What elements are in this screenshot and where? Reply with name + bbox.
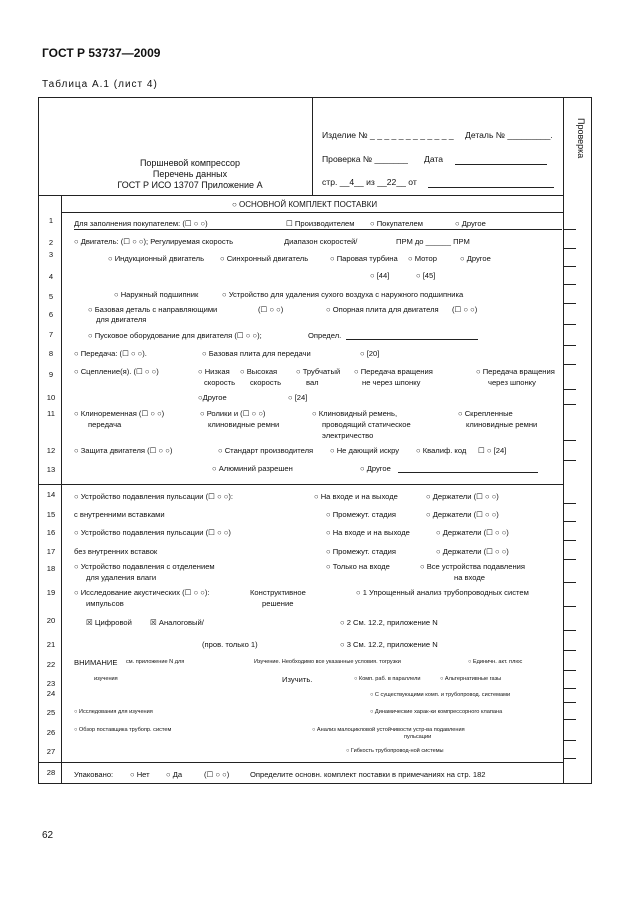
detail-number-field[interactable]: Деталь № _________.: [465, 130, 553, 140]
row2-rpm[interactable]: ПРМ до ______ ПРМ: [396, 237, 470, 246]
row28-yes[interactable]: ○ Да: [166, 770, 183, 779]
item-number-field[interactable]: Изделие № _ _ _ _ _ _ _ _ _ _ _ _: [322, 130, 454, 140]
row2-motor[interactable]: ○ Двигатель: (☐ ○ ○); Регулируемая скорость: [74, 237, 234, 246]
check-tick: [564, 248, 576, 249]
check-tick: [564, 503, 576, 504]
row17-holders[interactable]: ○ Держатели (☐ ○ ○): [436, 547, 509, 556]
row-number: 9: [48, 370, 54, 379]
check-number-field[interactable]: Проверка № _______: [322, 154, 408, 164]
check-tick: [564, 719, 576, 720]
table-caption: Таблица А.1 (лист 4): [42, 79, 158, 90]
row9-no-key-cont: не через шпонку: [362, 378, 421, 387]
row4-ref-45[interactable]: ○ [45]: [416, 271, 436, 280]
check-column-label: Проверка: [576, 118, 586, 159]
row3-induction[interactable]: ○ Индукционный двигатель: [108, 254, 205, 263]
row10-other[interactable]: ○Другое: [198, 393, 227, 402]
row8-base-plate[interactable]: ○ Базовая плита для передачи: [202, 349, 311, 358]
check-tick: [564, 650, 576, 651]
row17-no-inner-inserts: без внутренних вставок: [74, 547, 158, 556]
row-number: 10: [46, 393, 56, 402]
row28-no[interactable]: ○ Нет: [130, 770, 150, 779]
row12-ref-24[interactable]: ☐ ○ [24]: [478, 446, 507, 455]
row4-ref-44[interactable]: ○ [44]: [370, 271, 390, 280]
row11-banded-belts-cont: клиновидные ремни: [466, 420, 538, 429]
row-number: 22: [46, 660, 56, 669]
row21-check-one: (пров. только 1): [202, 640, 258, 649]
row27-flexibility[interactable]: ○ Гибкость трубопровод-ной системы: [346, 748, 444, 754]
row18-separator-device-cont: для удаления влаги: [86, 573, 157, 582]
row11-static-belt-cont: проводящий статическое: [322, 420, 411, 429]
check-tick: [564, 559, 576, 560]
row16-inlet-outlet[interactable]: ○ На входе и на выходе: [326, 528, 410, 537]
row-number: 14: [46, 490, 56, 499]
check-tick: [564, 229, 576, 230]
title-line-1: Поршневой компрессор: [139, 158, 241, 168]
row1-buyer[interactable]: ○ Покупателем: [370, 219, 423, 228]
row1-other[interactable]: ○ Другое: [455, 219, 486, 228]
row5-outer-bearing[interactable]: ○ Наружный подшипник: [114, 290, 199, 299]
row3-synchronous[interactable]: ○ Синхронный двигатель: [220, 254, 309, 263]
date-label: Дата: [424, 154, 444, 164]
row9-tube-shaft[interactable]: ○ Трубчатый: [296, 367, 341, 376]
row3-other[interactable]: ○ Другое: [460, 254, 491, 263]
row14-holders[interactable]: ○ Держатели (☐ ○ ○): [426, 492, 499, 501]
check-tick: [564, 582, 576, 583]
row1-manufacturer[interactable]: ☐ Производителем: [286, 219, 355, 228]
row13-other-line[interactable]: [398, 472, 538, 473]
check-tick: [564, 670, 576, 671]
check-tick: [564, 460, 576, 461]
row9-low-cont: скорость: [204, 378, 236, 387]
row26-low-cycle-analysis-cont: пульсации: [404, 734, 432, 740]
row-number: 15: [46, 510, 56, 519]
row-number: 8: [48, 349, 54, 358]
row15-holders[interactable]: ○ Держатели (☐ ○ ○): [426, 510, 499, 519]
row25-valve-dynamics[interactable]: ○ Динамические харак-ки компрессорного клапана: [370, 709, 503, 715]
row6-mounting-plate[interactable]: ○ Опорная плита для двигателя: [326, 305, 439, 314]
row11-v-belt-drive-cont: передача: [88, 420, 122, 429]
row23-parallel[interactable]: ○ Комп. раб. в параллели: [354, 676, 421, 682]
row12-manufacturer-standard[interactable]: ○ Стандарт производителя: [218, 446, 314, 455]
row9-low[interactable]: ○ Низкая: [198, 367, 230, 376]
check-tick: [564, 758, 576, 759]
row14-pulsation-device[interactable]: ○ Устройство подавления пульсации (☐ ○ ○):: [74, 492, 233, 501]
row22-attention: ВНИМАНИЕ: [74, 658, 118, 667]
row-number: 13: [46, 465, 56, 474]
row19-acoustic-study-cont: импульсов: [86, 599, 124, 608]
check-tick: [564, 284, 576, 285]
row-number: 6: [48, 310, 54, 319]
row-number: 27: [46, 747, 56, 756]
row19-acoustic-study[interactable]: ○ Исследование акустических (☐ ○ ○):: [74, 588, 210, 597]
row11-static-belt-cont2: электричество: [322, 431, 374, 440]
row11-pulleys-cont: клиновидные ремни: [208, 420, 280, 429]
row-number: 25: [46, 708, 56, 717]
row12-qualification-code[interactable]: ○ Квалиф. код: [416, 446, 467, 455]
row2-speed-range: Диапазон скоростей/: [284, 237, 358, 246]
row19-design-solution-cont: решение: [262, 599, 294, 608]
row10-ref-24[interactable]: ○ [24]: [288, 393, 308, 402]
row28-options[interactable]: (☐ ○ ○): [204, 770, 230, 779]
row23-alternative-gases[interactable]: ○ Альтернативные газы: [440, 676, 502, 682]
row17-intermediate-stage[interactable]: ○ Промежут. стадия: [326, 547, 396, 556]
check-tick: [564, 364, 576, 365]
check-tick: [564, 540, 576, 541]
row9-coupling[interactable]: ○ Сцепление(я). (☐ ○ ○): [74, 367, 159, 376]
date-line[interactable]: [455, 164, 547, 165]
row15-intermediate-stage[interactable]: ○ Промежут. стадия: [326, 510, 396, 519]
row23-for-study: изучения: [94, 676, 118, 682]
row3-engine[interactable]: ○ Мотор: [408, 254, 438, 263]
row11-static-belt[interactable]: ○ Клиновидный ремень,: [312, 409, 398, 418]
row14-inlet-outlet[interactable]: ○ На входе и на выходе: [314, 492, 398, 501]
check-tick: [564, 324, 576, 325]
divider-group-2: [38, 762, 564, 763]
page-field[interactable]: стр. __4__ из __22__ от: [322, 177, 417, 187]
row20-option-2[interactable]: ○ 2 См. 12.2, приложение N: [340, 618, 438, 627]
row16-holders[interactable]: ○ Держатели (☐ ○ ○): [436, 528, 509, 537]
check-tick: [564, 606, 576, 607]
row8-transmission[interactable]: ○ Передача: (☐ ○ ○).: [74, 349, 147, 358]
row12-non-sparking[interactable]: ○ Не дающий искру: [330, 446, 399, 455]
row6-base-part[interactable]: ○ Базовая деталь с направляющими: [88, 305, 218, 314]
divider-group-1: [38, 484, 564, 485]
document-header: ГОСТ Р 53737—2009: [42, 46, 161, 60]
row7-define-line[interactable]: [346, 339, 478, 340]
row-number: 23: [46, 679, 56, 688]
section-title: ○ ОСНОВНОЙ КОМПЛЕКТ ПОСТАВКИ: [232, 200, 378, 209]
row-number: 5: [48, 292, 54, 301]
row7-starting-equipment[interactable]: ○ Пусковое оборудование для двигателя (☐ ○ ○);: [88, 331, 262, 340]
row21-option-3[interactable]: ○ 3 См. 12.2, приложение N: [340, 640, 438, 649]
row9-with-key[interactable]: ○ Передача вращения: [476, 367, 555, 376]
check-tick: [564, 688, 576, 689]
row26-low-cycle-analysis[interactable]: ○ Анализ малоцикловой устойчивости устр-ва подавления: [312, 727, 465, 733]
row20-digital[interactable]: ☒ Цифровой: [86, 618, 132, 627]
divider-section-bottom: [61, 212, 564, 213]
row13-aluminium-allowed[interactable]: ○ Алюминий разрешен: [212, 464, 293, 473]
row7-define: Определ.: [308, 331, 342, 340]
check-tick: [564, 345, 576, 346]
row22-single-act[interactable]: ○ Единичн. акт. плюс: [468, 659, 523, 665]
row5-dry-air-removal[interactable]: ○ Устройство для удаления сухого воздуха с наружного подшипника: [222, 290, 464, 299]
row-number: 11: [47, 409, 55, 418]
row22-see-appendix: см. приложение N для: [126, 659, 185, 665]
row12-motor-protection[interactable]: ○ Защита двигателя (☐ ○ ○): [74, 446, 173, 455]
row20-analog[interactable]: ☒ Аналоговый/: [150, 618, 204, 627]
row18-inlet-only[interactable]: ○ Только на входе: [326, 562, 390, 571]
row18-all-inlet-devices-cont: на входе: [454, 573, 485, 582]
row23-study: Изучить.: [282, 675, 313, 684]
row-number: 4: [48, 272, 54, 281]
row-underline: [74, 229, 562, 230]
divider-header-bottom: [38, 195, 564, 196]
row-number: 16: [46, 528, 56, 537]
row11-v-belt-drive[interactable]: ○ Клиноременная (☐ ○ ○): [74, 409, 165, 418]
check-tick: [564, 389, 576, 390]
check-tick: [564, 702, 576, 703]
row11-pulleys[interactable]: ○ Ролики и (☐ ○ ○): [200, 409, 266, 418]
row28-packed: Упаковано:: [74, 770, 114, 779]
row-number: 2: [48, 238, 54, 247]
row6-base-part-options[interactable]: (☐ ○ ○): [258, 305, 284, 314]
row-number: 7: [48, 330, 54, 339]
row-number: 26: [46, 728, 56, 737]
row-number: 21: [46, 640, 56, 649]
check-tick: [564, 630, 576, 631]
row3-steam-turbine[interactable]: ○ Паровая турбина: [330, 254, 398, 263]
title-line-2: Перечень данных: [152, 169, 228, 179]
row19-design-solution: Конструктивное: [250, 588, 306, 597]
row8-ref-20[interactable]: ○ [20]: [360, 349, 380, 358]
row6-base-part-cont: для двигателя: [96, 315, 147, 324]
check-tick: [564, 740, 576, 741]
row16-pulsation-device[interactable]: ○ Устройство подавления пульсации (☐ ○ ○): [74, 528, 231, 537]
row-number: 18: [46, 564, 56, 573]
page-number: 62: [42, 830, 54, 841]
row-number: 1: [48, 216, 54, 225]
row-number: 28: [46, 768, 56, 777]
row25-studies[interactable]: ○ Исследования для изучения: [74, 709, 153, 715]
row9-high[interactable]: ○ Высокая: [240, 367, 278, 376]
check-tick: [564, 266, 576, 267]
row15-inner-inserts: с внутренними вставками: [74, 510, 165, 519]
row22-study-conditions: Изучение. Необходимо все указанные условия. тогрузки: [254, 659, 401, 665]
row18-all-inlet-devices[interactable]: ○ Все устройства подавления: [420, 562, 526, 571]
row6-mounting-plate-options[interactable]: (☐ ○ ○): [452, 305, 478, 314]
row-number: 19: [46, 588, 56, 597]
row13-other[interactable]: ○ Другое: [360, 464, 391, 473]
row9-with-key-cont: через шпонку: [488, 378, 536, 387]
row11-banded-belts[interactable]: ○ Скрепленные: [458, 409, 513, 418]
row-number: 17: [46, 547, 56, 556]
row-number: 3: [48, 250, 54, 259]
row1-buyer-fill[interactable]: Для заполнения покупателем: (☐ ○ ○): [74, 219, 208, 228]
check-tick: [564, 521, 576, 522]
row-number: 12: [46, 446, 56, 455]
check-tick: [564, 404, 576, 405]
row28-define-scope: Определите основн. комплект поставки в примечаниях на стр. 182: [250, 770, 486, 779]
row9-tube-shaft-cont: вал: [306, 378, 319, 387]
row19-simplified-analysis[interactable]: ○ 1 Упрощенный анализ трубопроводных систем: [356, 588, 529, 597]
title-line-3: ГОСТ Р ИСО 13707 Приложение А: [117, 180, 263, 190]
row26-supplier-review[interactable]: ○ Обзор поставщика трубопр. систем: [74, 727, 172, 733]
row24-existing-systems[interactable]: ○ С существующими комп. и трубопровод. системами: [370, 692, 511, 698]
check-tick: [564, 303, 576, 304]
row-number: 20: [46, 616, 56, 625]
row9-high-cont: скорость: [250, 378, 282, 387]
row18-separator-device[interactable]: ○ Устройство подавления с отделением: [74, 562, 215, 571]
row-number: 24: [46, 689, 56, 698]
check-tick: [564, 440, 576, 441]
row9-no-key[interactable]: ○ Передача вращения: [354, 367, 433, 376]
from-line[interactable]: [428, 187, 554, 188]
